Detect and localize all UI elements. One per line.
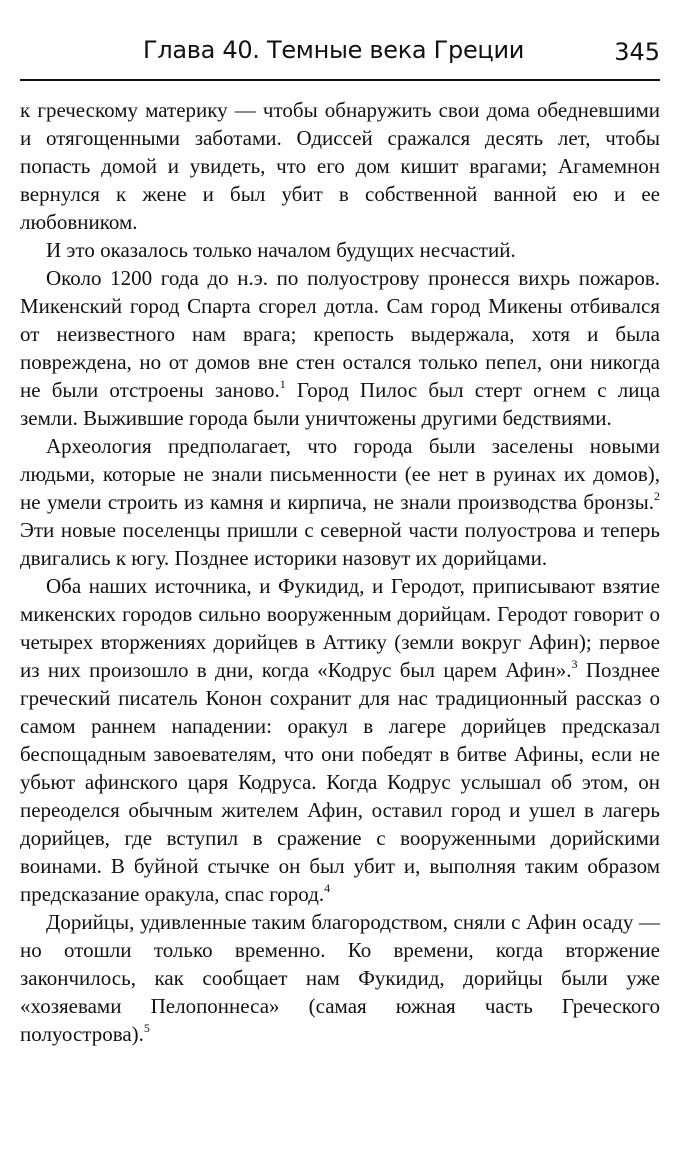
paragraph-text: Археология предполагает, что города были заселены новыми людьми, которые не знали письменности (ее нет в руинах их домов), не умели строить из камня и кирпича, не знали производства бронзы. [20,434,660,514]
header-rule [20,79,660,81]
page-number: 345 [614,38,660,66]
footnote-ref: 5 [143,1021,150,1035]
footnote-ref: 1 [279,377,286,391]
footnote-ref: 2 [654,489,660,503]
paragraph [20,236,660,264]
body-text [20,96,660,1048]
footnote-ref: 3 [571,657,578,671]
paragraph-text: Дорийцы, удивленные таким благородством, сняли с Афин осаду — но отошли только временно. Ко времени, когда вторжение закончилось, как сообщает нам Фукидид, дорийцы были уже «хозяевами Пелопоннеса» (самая южная часть Греческого полуострова). [20,910,660,1046]
footnote-ref: 4 [324,881,331,895]
paragraph-text: Позднее греческий писатель Конон сохранит для нас традиционный рассказ о самом раннем нападении: оракул в лагере дорийцев предсказал беспощадным завоевателям, что они победят в битве Афины, если не убьют афинского царя Кодруса. Когда Кодрус услышал об этом, он переоделся обычным жителем Афин, оставил город и ушел в лагерь дорийцев, где вступил в сражение с вооруженными дорийскими воинами. В буйной стычке он был убит и, выполняя таким образом предсказание оракула, спас город. [20,658,660,906]
paragraph-text: Город Пилос был стерт огнем с лица земли. Выжившие города были уничтожены другими бедствиями. [20,378,660,430]
paragraph-text: Эти новые поселенцы пришли с северной части полуострова и теперь двигались к югу. Позднее историки назовут их дорийцами. [20,518,660,570]
paragraph [20,96,660,236]
paragraph [20,432,660,572]
paragraph [20,264,660,432]
paragraph-text: к греческому материку — чтобы обнаружить свои дома обедневшими и отягощенными заботами. Одиссей сражался десять лет, чтобы попасть домой и увидеть, что его дом кишит врагами; Агамемнон вернулся к жене и был убит в собственной ванной ею и ее любовником. [20,98,660,234]
paragraph-text: Около 1200 года до н.э. по полуострову пронесся вихрь пожаров. Микенский город Спарта сгорел дотла. Сам город Микены отбивался от неизвестного нам врага; крепость выдержала, хотя и была повреждена, но от домов вне стен остался только пепел, они никогда не были отстроены заново. [20,266,660,402]
running-head: Глава 40. Темные века Греции [143,36,525,64]
paragraph-text: И это оказалось только началом будущих несчастий. [46,238,516,262]
paragraph-text: Оба наших источника, и Фукидид, и Геродот, приписывают взятие микенских городов сильно вооруженным дорийцам. Геродот говорит о четырех вторжениях дорийцев в Аттику (земли вокруг Афин); первое из них произошло в дни, когда «Кодрус был царем Афин». [20,574,660,682]
paragraph [20,572,660,908]
paragraph [20,908,660,1048]
page-header [20,28,660,80]
